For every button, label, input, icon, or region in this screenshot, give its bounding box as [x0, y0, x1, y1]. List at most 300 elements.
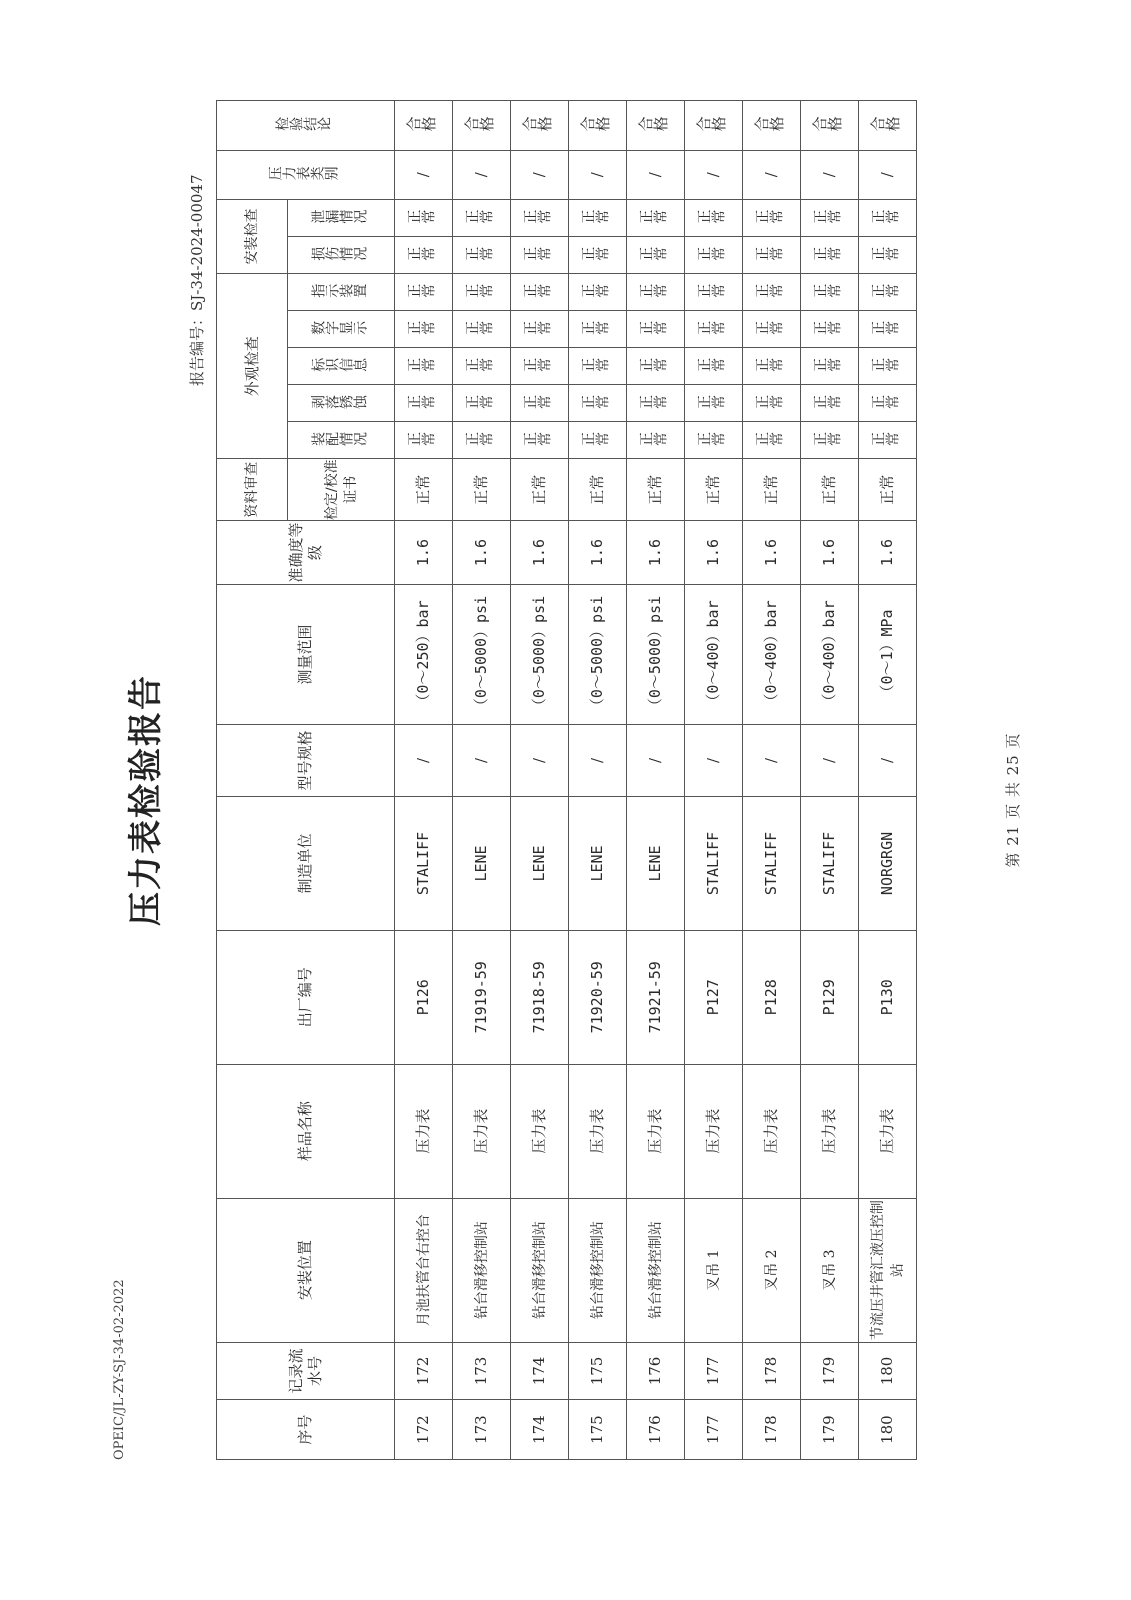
leakage-cell-text: 正常 — [465, 209, 494, 226]
range-cell-text: （0～5000）psi — [530, 595, 549, 714]
sample-name-cell — [395, 1064, 453, 1198]
range-cell-text: （0～400）bar — [762, 600, 781, 709]
sample-name-cell — [569, 1064, 627, 1198]
digital-cell-text: 正常 — [813, 320, 842, 337]
damage-cell — [511, 237, 569, 274]
factory-no-cell — [627, 930, 685, 1064]
page-title: 压力表检验报告 — [126, 674, 166, 926]
report-number-value: SJ-34-2024-00047 — [188, 174, 206, 311]
gauge-type-cell-text: / — [820, 172, 839, 178]
range-cell-text: （0～400）bar — [704, 600, 723, 709]
leakage-cell — [511, 199, 569, 236]
peeling-cell-text: 正常 — [465, 394, 494, 411]
range-cell-text: （0～5000）psi — [588, 595, 607, 714]
conclusion-cell-text: 合格 — [696, 115, 727, 134]
cert-cell — [569, 459, 627, 521]
range-cell — [685, 584, 743, 724]
table-row — [511, 101, 569, 1460]
cert-cell — [511, 459, 569, 521]
sample-name-cell-text: 压力表 — [820, 1108, 839, 1154]
manufacturer-cell — [685, 797, 743, 931]
leakage-cell-text: 正常 — [755, 209, 784, 226]
location-cell-text: 叉吊 3 — [821, 1249, 838, 1291]
location-cell — [801, 1198, 859, 1342]
factory-no-cell-text: 71919-59 — [472, 961, 491, 1034]
sample-name-cell — [743, 1064, 801, 1198]
cert-cell-text: 正常 — [414, 474, 433, 505]
record-no-cell-text: 174 — [530, 1356, 549, 1386]
model-cell-text: / — [414, 757, 433, 764]
header-cert — [288, 459, 395, 521]
factory-no-cell-text: P128 — [762, 979, 781, 1016]
assembly-cell — [395, 422, 453, 459]
conclusion-cell — [743, 101, 801, 151]
gauge-type-cell — [627, 150, 685, 199]
peeling-cell — [453, 385, 511, 422]
gauge-type-cell-text: / — [472, 172, 491, 178]
leakage-cell-text: 正常 — [871, 209, 900, 226]
model-cell — [395, 724, 453, 796]
model-cell-text: / — [878, 757, 897, 764]
header-conclusion — [217, 101, 395, 151]
sample-name-cell — [859, 1064, 917, 1198]
manufacturer-cell — [569, 797, 627, 931]
damage-cell-text: 正常 — [581, 246, 610, 263]
header-cert-text: 检定/校准证书 — [323, 459, 359, 521]
factory-no-cell — [453, 930, 511, 1064]
seq-cell-text: 172 — [414, 1415, 433, 1444]
record-no-cell — [859, 1342, 917, 1400]
conclusion-cell — [801, 101, 859, 151]
assembly-cell-text: 正常 — [813, 432, 842, 448]
conclusion-cell — [627, 101, 685, 151]
pointer-cell — [627, 274, 685, 311]
assembly-cell-text: 正常 — [639, 432, 668, 448]
range-cell-text: （0～250）bar — [414, 600, 433, 709]
conclusion-cell — [395, 101, 453, 151]
header-record-no: 记录流水号 — [217, 1342, 395, 1400]
pointer-cell — [453, 274, 511, 311]
sample-name-cell-text: 压力表 — [762, 1108, 781, 1154]
range-cell — [627, 584, 685, 724]
model-cell — [627, 724, 685, 796]
manufacturer-cell-text: LENE — [530, 845, 549, 882]
cert-cell — [627, 459, 685, 521]
leakage-cell-text: 正常 — [523, 209, 552, 226]
conclusion-cell-text: 合格 — [812, 115, 843, 134]
gauge-type-cell-text: / — [878, 172, 897, 178]
seq-cell — [685, 1400, 743, 1460]
sample-name-cell — [801, 1064, 859, 1198]
assembly-cell-text: 正常 — [581, 432, 610, 448]
location-cell — [569, 1198, 627, 1342]
pointer-cell-text: 正常 — [813, 283, 842, 300]
accuracy-cell-text: 1.6 — [704, 539, 723, 567]
peeling-cell — [859, 385, 917, 422]
marking-cell — [743, 348, 801, 385]
header-pointer-text: 指示装置 — [310, 283, 367, 300]
digital-cell — [453, 311, 511, 348]
peeling-cell-text: 正常 — [581, 394, 610, 411]
damage-cell — [743, 237, 801, 274]
digital-cell-text: 正常 — [871, 320, 900, 337]
report-number-label: 报告编号： — [188, 310, 206, 386]
record-no-cell-text: 179 — [820, 1356, 839, 1386]
range-cell — [569, 584, 627, 724]
leakage-cell — [453, 199, 511, 236]
gauge-type-cell — [453, 150, 511, 199]
digital-cell — [859, 311, 917, 348]
pointer-cell — [395, 274, 453, 311]
location-cell-text: 钻台滑移控制站 — [473, 1221, 490, 1320]
marking-cell-text: 正常 — [407, 357, 436, 374]
sample-name-cell-text: 压力表 — [414, 1108, 433, 1154]
seq-cell — [627, 1400, 685, 1460]
marking-cell-text: 正常 — [465, 357, 494, 374]
conclusion-cell — [511, 101, 569, 151]
factory-no-cell — [801, 930, 859, 1064]
manufacturer-cell-text: STALIFF — [414, 831, 433, 896]
header-gauge-type-text: 压力表类别 — [268, 166, 339, 183]
model-cell — [685, 724, 743, 796]
digital-cell-text: 正常 — [697, 320, 726, 337]
pointer-cell-text: 正常 — [697, 283, 726, 300]
gauge-type-cell — [511, 150, 569, 199]
model-cell — [859, 724, 917, 796]
assembly-cell-text: 正常 — [523, 432, 552, 448]
conclusion-cell — [569, 101, 627, 151]
digital-cell-text: 正常 — [523, 320, 552, 337]
accuracy-cell-text: 1.6 — [530, 539, 549, 567]
cert-cell — [743, 459, 801, 521]
peeling-cell-text: 正常 — [639, 394, 668, 411]
model-cell — [801, 724, 859, 796]
record-no-cell — [801, 1342, 859, 1400]
peeling-cell — [801, 385, 859, 422]
accuracy-cell-text: 1.6 — [878, 539, 897, 567]
factory-no-cell-text: P130 — [878, 979, 897, 1016]
header-peeling-text: 剥落锈蚀 — [310, 394, 367, 411]
header-install-check-text: 安装检查 — [244, 208, 261, 265]
record-no-cell-text: 173 — [472, 1356, 491, 1386]
accuracy-cell — [859, 521, 917, 585]
accuracy-cell — [685, 521, 743, 585]
record-no-cell — [627, 1342, 685, 1400]
seq-cell — [859, 1400, 917, 1460]
damage-cell-text: 正常 — [523, 246, 552, 263]
header-location: 安装位置 — [217, 1198, 395, 1342]
header-model: 型号规格 — [217, 724, 395, 796]
marking-cell — [453, 348, 511, 385]
assembly-cell — [801, 422, 859, 459]
leakage-cell — [569, 199, 627, 236]
assembly-cell-text: 正常 — [697, 432, 726, 448]
peeling-cell — [395, 385, 453, 422]
model-cell-text: / — [588, 757, 607, 764]
sample-name-cell — [453, 1064, 511, 1198]
factory-no-cell-text: P129 — [820, 979, 839, 1016]
header-factory-no: 出厂编号 — [217, 930, 395, 1064]
cert-cell — [801, 459, 859, 521]
model-cell — [511, 724, 569, 796]
peeling-cell-text: 正常 — [523, 394, 552, 411]
damage-cell-text: 正常 — [465, 246, 494, 263]
cert-cell-text: 正常 — [588, 474, 607, 505]
seq-cell-text: 178 — [762, 1415, 781, 1444]
range-cell — [511, 584, 569, 724]
factory-no-cell — [743, 930, 801, 1064]
sample-name-cell-text: 压力表 — [878, 1108, 897, 1154]
header-gauge-type — [217, 150, 395, 199]
peeling-cell-text: 正常 — [755, 394, 784, 411]
peeling-cell-text: 正常 — [871, 394, 900, 411]
pointer-cell — [569, 274, 627, 311]
peeling-cell-text: 正常 — [407, 394, 436, 411]
factory-no-cell — [511, 930, 569, 1064]
manufacturer-cell-text: STALIFF — [762, 831, 781, 896]
cert-cell — [685, 459, 743, 521]
model-cell-text: / — [646, 757, 665, 764]
marking-cell — [859, 348, 917, 385]
range-cell — [859, 584, 917, 724]
seq-cell — [453, 1400, 511, 1460]
conclusion-cell — [685, 101, 743, 151]
accuracy-cell-text: 1.6 — [588, 539, 607, 567]
table-body — [395, 101, 917, 1460]
marking-cell — [395, 348, 453, 385]
cert-cell-text: 正常 — [878, 474, 897, 505]
damage-cell — [569, 237, 627, 274]
assembly-cell-text: 正常 — [755, 432, 784, 448]
conclusion-cell-text: 合格 — [406, 115, 437, 134]
cert-cell-text: 正常 — [530, 474, 549, 505]
accuracy-cell — [511, 521, 569, 585]
conclusion-cell — [453, 101, 511, 151]
factory-no-cell-text: 71918-59 — [530, 961, 549, 1034]
peeling-cell — [685, 385, 743, 422]
model-cell-text: / — [472, 757, 491, 764]
header-accuracy: 准确度等级 — [217, 521, 395, 585]
factory-no-cell-text: 71920-59 — [588, 961, 607, 1034]
damage-cell — [395, 237, 453, 274]
digital-cell-text: 正常 — [639, 320, 668, 337]
digital-cell-text: 正常 — [407, 320, 436, 337]
factory-no-cell — [859, 930, 917, 1064]
seq-cell — [801, 1400, 859, 1460]
damage-cell-text: 正常 — [813, 246, 842, 263]
location-cell-text: 叉吊 2 — [763, 1249, 780, 1291]
location-cell-text: 节流压井管汇液压控制站 — [870, 1200, 906, 1341]
damage-cell-text: 正常 — [697, 246, 726, 263]
accuracy-cell-text: 1.6 — [414, 539, 433, 567]
damage-cell — [801, 237, 859, 274]
seq-cell-text: 177 — [704, 1415, 723, 1444]
leakage-cell — [627, 199, 685, 236]
record-no-cell — [743, 1342, 801, 1400]
range-cell-text: （0～1）MPa — [878, 609, 897, 700]
pointer-cell-text: 正常 — [407, 283, 436, 300]
header-leakage-text: 泄漏情况 — [310, 209, 367, 226]
marking-cell-text: 正常 — [755, 357, 784, 374]
header-assembly — [288, 422, 395, 459]
form-code: OPEIC/JL-ZY-SJ-34-02-2022 — [112, 1279, 127, 1460]
range-cell-text: （0～400）bar — [820, 600, 839, 709]
pointer-cell-text: 正常 — [755, 283, 784, 300]
conclusion-cell-text: 合格 — [754, 115, 785, 134]
marking-cell — [627, 348, 685, 385]
header-sample-name: 样品名称 — [217, 1064, 395, 1198]
leakage-cell — [395, 199, 453, 236]
digital-cell — [685, 311, 743, 348]
cert-cell-text: 正常 — [472, 474, 491, 505]
gauge-type-cell-text: / — [530, 172, 549, 178]
range-cell — [395, 584, 453, 724]
manufacturer-cell-text: STALIFF — [704, 831, 723, 896]
cert-cell — [859, 459, 917, 521]
manufacturer-cell-text: LENE — [472, 845, 491, 882]
header-seq: 序号 — [217, 1400, 395, 1460]
accuracy-cell — [743, 521, 801, 585]
factory-no-cell-text: P126 — [414, 979, 433, 1016]
record-no-cell-text: 172 — [414, 1356, 433, 1386]
location-cell — [453, 1198, 511, 1342]
record-no-cell-text: 177 — [704, 1356, 723, 1386]
leakage-cell-text: 正常 — [407, 209, 436, 226]
factory-no-cell — [685, 930, 743, 1064]
location-cell-text: 钻台滑移控制站 — [531, 1221, 548, 1320]
location-cell — [859, 1198, 917, 1342]
peeling-cell-text: 正常 — [813, 394, 842, 411]
table-row — [453, 101, 511, 1460]
header-damage — [288, 237, 395, 274]
digital-cell — [395, 311, 453, 348]
digital-cell — [627, 311, 685, 348]
pointer-cell — [801, 274, 859, 311]
seq-cell-text: 180 — [878, 1415, 897, 1444]
marking-cell — [511, 348, 569, 385]
accuracy-cell-text: 1.6 — [472, 539, 491, 567]
damage-cell-text: 正常 — [871, 246, 900, 263]
assembly-cell — [685, 422, 743, 459]
model-cell — [743, 724, 801, 796]
range-cell — [743, 584, 801, 724]
report-number — [186, 175, 207, 387]
marking-cell-text: 正常 — [523, 357, 552, 374]
seq-cell-text: 179 — [820, 1415, 839, 1444]
accuracy-cell — [627, 521, 685, 585]
seq-cell-text: 176 — [646, 1415, 665, 1444]
seq-cell-text: 175 — [588, 1415, 607, 1444]
peeling-cell — [569, 385, 627, 422]
record-no-cell — [395, 1342, 453, 1400]
digital-cell-text: 正常 — [755, 320, 784, 337]
digital-cell — [511, 311, 569, 348]
record-no-cell-text: 176 — [646, 1356, 665, 1386]
gauge-type-cell — [801, 150, 859, 199]
header-pointer — [288, 274, 395, 311]
cert-cell-text: 正常 — [704, 474, 723, 505]
cert-cell-text: 正常 — [820, 474, 839, 505]
manufacturer-cell-text: NORGRGN — [878, 831, 897, 896]
table-row — [395, 101, 453, 1460]
marking-cell-text: 正常 — [639, 357, 668, 374]
seq-cell — [743, 1400, 801, 1460]
seq-cell — [395, 1400, 453, 1460]
factory-no-cell — [569, 930, 627, 1064]
location-cell-text: 叉吊 1 — [705, 1249, 722, 1291]
digital-cell — [801, 311, 859, 348]
location-cell — [395, 1198, 453, 1342]
header-appearance: 外观检查 — [217, 274, 288, 459]
table-row — [569, 101, 627, 1460]
marking-cell — [685, 348, 743, 385]
leakage-cell — [801, 199, 859, 236]
sample-name-cell-text: 压力表 — [472, 1108, 491, 1154]
manufacturer-cell — [511, 797, 569, 931]
peeling-cell-text: 正常 — [697, 394, 726, 411]
sample-name-cell — [511, 1064, 569, 1198]
range-cell — [453, 584, 511, 724]
pointer-cell-text: 正常 — [639, 283, 668, 300]
conclusion-cell-text: 合格 — [580, 115, 611, 134]
accuracy-cell — [569, 521, 627, 585]
model-cell-text: / — [762, 757, 781, 764]
page-footer: 第 21 页 共 25 页 — [1004, 732, 1022, 868]
conclusion-cell-text: 合格 — [464, 115, 495, 134]
sample-name-cell — [627, 1064, 685, 1198]
damage-cell — [453, 237, 511, 274]
factory-no-cell-text: 71921-59 — [646, 961, 665, 1034]
seq-cell — [569, 1400, 627, 1460]
header-manufacturer: 制造单位 — [217, 797, 395, 931]
assembly-cell — [453, 422, 511, 459]
conclusion-cell-text: 合格 — [870, 115, 901, 134]
cert-cell-text: 正常 — [762, 474, 781, 505]
damage-cell — [859, 237, 917, 274]
assembly-cell-text: 正常 — [465, 432, 494, 448]
damage-cell-text: 正常 — [639, 246, 668, 263]
damage-cell — [685, 237, 743, 274]
pointer-cell-text: 正常 — [871, 283, 900, 300]
marking-cell-text: 正常 — [581, 357, 610, 374]
inspection-table — [216, 100, 917, 1460]
gauge-type-cell-text: / — [646, 172, 665, 178]
header-marking — [288, 348, 395, 385]
gauge-type-cell-text: / — [588, 172, 607, 178]
cert-cell — [453, 459, 511, 521]
pointer-cell-text: 正常 — [465, 283, 494, 300]
leakage-cell-text: 正常 — [639, 209, 668, 226]
header-damage-text: 损伤情况 — [310, 246, 367, 263]
model-cell — [453, 724, 511, 796]
header-assembly-text: 装配情况 — [310, 432, 367, 448]
header-digital-text: 数字显示 — [310, 320, 367, 337]
location-cell — [511, 1198, 569, 1342]
leakage-cell-text: 正常 — [813, 209, 842, 226]
peeling-cell — [511, 385, 569, 422]
location-cell-text: 钻台滑移控制站 — [589, 1221, 606, 1320]
digital-cell — [569, 311, 627, 348]
gauge-type-cell — [569, 150, 627, 199]
model-cell-text: / — [704, 757, 723, 764]
marking-cell-text: 正常 — [871, 357, 900, 374]
table-row — [685, 101, 743, 1460]
header-range: 测量范围 — [217, 584, 395, 724]
assembly-cell-text: 正常 — [871, 432, 900, 448]
marking-cell — [569, 348, 627, 385]
model-cell-text: / — [530, 757, 549, 764]
leakage-cell-text: 正常 — [697, 209, 726, 226]
